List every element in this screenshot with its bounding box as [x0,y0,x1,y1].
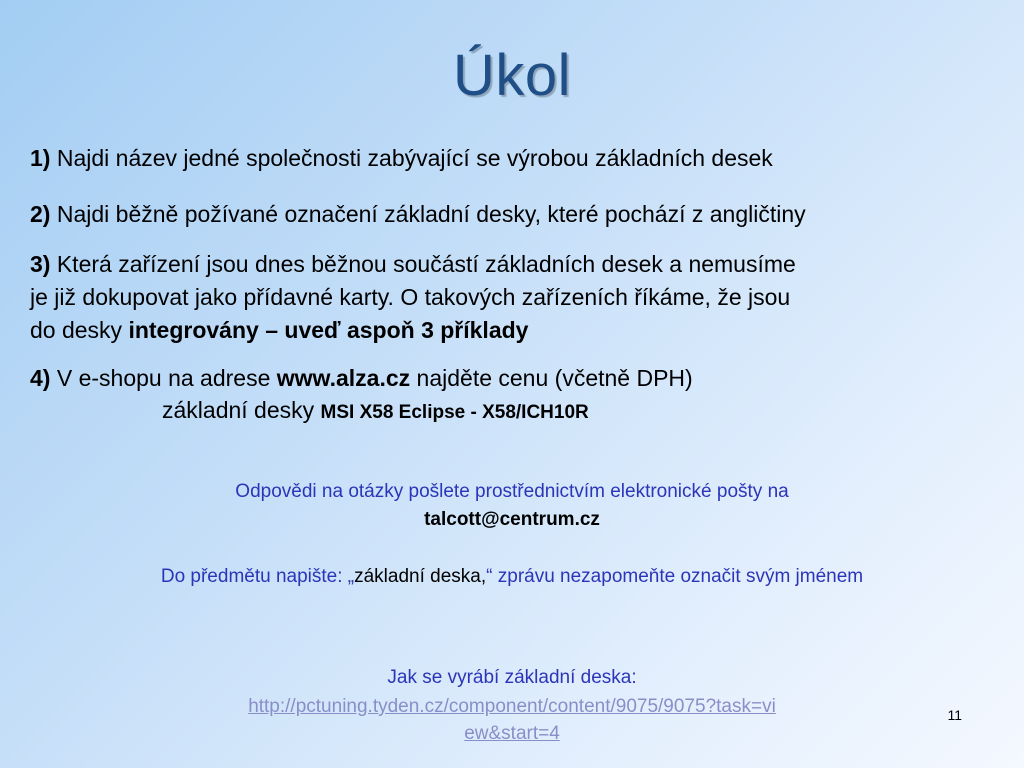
task-2-text: Najdi běžně požívané označení základní desky, které pochází z angličtiny [50,201,806,227]
task-3-text-1: Která zařízení jsou dnes běžnou součástí základních desek a nemusíme [50,251,796,277]
task-3-line-3 [30,314,796,347]
task-4-text-post: najděte cenu (včetně DPH) [410,365,693,391]
response-email: talcott@centrum.cz [424,509,600,530]
task-3-line-2: je již dokupovat jako přídavné karty. O takových zařízeních říkáme, že jsou [30,284,791,310]
task-3 [30,248,796,347]
task-4-model: MSI X58 Eclipse - X58/ICH10R [320,402,589,423]
task-4-line-2 [162,394,589,429]
howto-link-continued[interactable]: ew&start=4 [464,723,560,744]
subject-post: “ zprávu nezapomeňte označit svým jménem [486,566,864,587]
task-3-number: 3) [30,251,51,277]
subject-pre: Do předmětu napište: „ [160,566,355,587]
task-2-number: 2) [30,201,51,227]
task-1 [30,142,773,175]
task-3-text-3: do desky [30,317,129,343]
task-1-number: 1) [30,145,51,171]
slide-title: Úkol [452,43,572,108]
task-1-text: Najdi název jedné společnosti zabývající se výrobou základních desek [50,145,773,171]
subject-value: základní deska, [354,566,487,587]
howto-link[interactable]: http://pctuning.tyden.cz/component/content/9075/9075?task=vi [248,696,776,717]
task-3-emphasis: integrovány – uveď aspoň 3 příklady [128,317,529,343]
howto-label: Jak se vyrábí základní deska: [387,667,637,688]
task-4-site: www.alza.cz [276,365,411,391]
task-4-text-pre: V e-shopu na adrese [50,365,277,391]
task-4-text-line-2: základní desky [162,397,321,423]
page-number: 11 [947,707,962,723]
task-2 [30,198,806,231]
task-4-number: 4) [30,365,51,391]
task-4 [30,362,693,395]
response-instructions: Odpovědi na otázky pošlete prostřednictvím elektronické pošty na [235,481,789,502]
subject-instructions [0,566,1024,588]
task-3-line-1 [30,248,796,281]
